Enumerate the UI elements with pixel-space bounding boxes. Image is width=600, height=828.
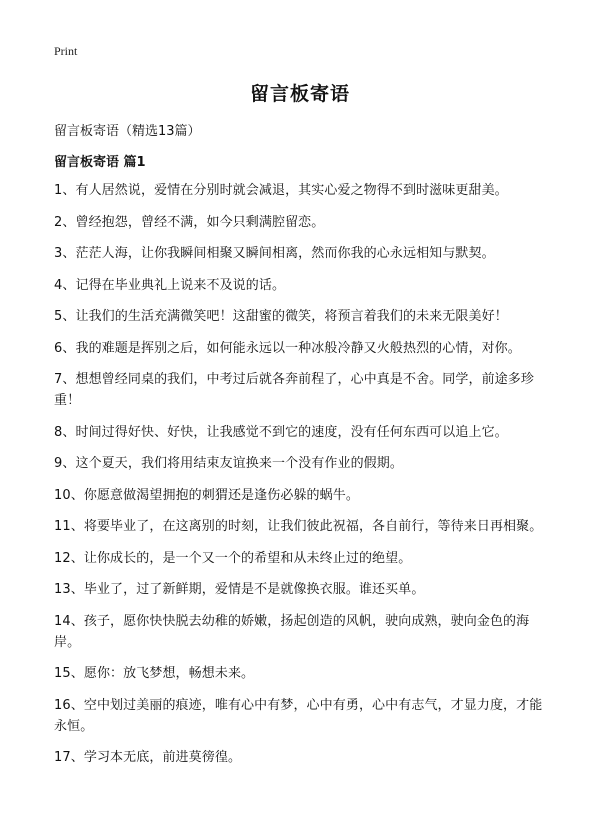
list-item: 14、孩子，愿你快快脱去幼稚的娇嫩，扬起创造的风帆，驶向成熟，驶向金色的海岸。 [54, 613, 530, 650]
list-item: 4、记得在毕业典礼上说来不及说的话。 [54, 277, 286, 293]
list-item: 1、有人居然说，爱情在分别时就会减退，其实心爱之物得不到时滋味更甜美。 [54, 183, 508, 198]
list-item: 12、让你成长的，是一个又一个的希望和从未终止过的绝望。 [54, 550, 412, 566]
list-item: 3、茫茫人海，让你我瞬间相聚又瞬间相离，然而你我的心永远相知与默契。 [54, 246, 495, 261]
document-subtitle: 留言板寄语（精选13篇） [54, 124, 201, 139]
message-list [54, 180, 554, 779]
list-item: 17、学习本无底，前进莫徬徨。 [54, 750, 242, 765]
list-item: 13、毕业了，过了新鲜期，爱情是不是就像换衣服。谁还买单。 [54, 582, 425, 597]
section-heading: 留言板寄语 篇1 [54, 155, 146, 170]
list-item: 10、你愿意做渴望拥抱的刺猬还是逢伤必躲的蜗牛。 [54, 487, 359, 503]
list-item: 2、曾经抱怨，曾经不满，如今只剩满腔留恋。 [54, 214, 325, 230]
list-item: 5、让我们的生活充满微笑吧！这甜蜜的微笑，将预言着我们的未来无限美好！ [54, 309, 508, 324]
list-item: 6、我的难题是挥别之后，如何能永远以一种冰般冷静又火般热烈的心情，对你。 [54, 340, 521, 356]
list-item: 16、空中划过美丽的痕迹，唯有心中有梦，心中有勇，心中有志气，才显力度，才能永恒。 [54, 697, 543, 734]
list-item: 11、将要毕业了，在这离别的时刻，让我们彼此祝福，各自前行，等待来日再相聚。 [54, 519, 543, 534]
list-item: 8、时间过得好快、好快，让我感觉不到它的速度，没有任何东西可以追上它。 [54, 424, 508, 440]
print-link[interactable]: Print [54, 44, 78, 58]
list-item: 9、这个夏天，我们将用结束友谊换来一个没有作业的假期。 [54, 456, 403, 471]
page-title: 留言板寄语 [249, 83, 350, 105]
list-item: 15、愿你：放飞梦想，畅想未来。 [54, 666, 255, 681]
list-item: 7、想想曾经同桌的我们，中考过后就各奔前程了，心中真是不舍。同学，前途多珍重！ [54, 372, 534, 408]
